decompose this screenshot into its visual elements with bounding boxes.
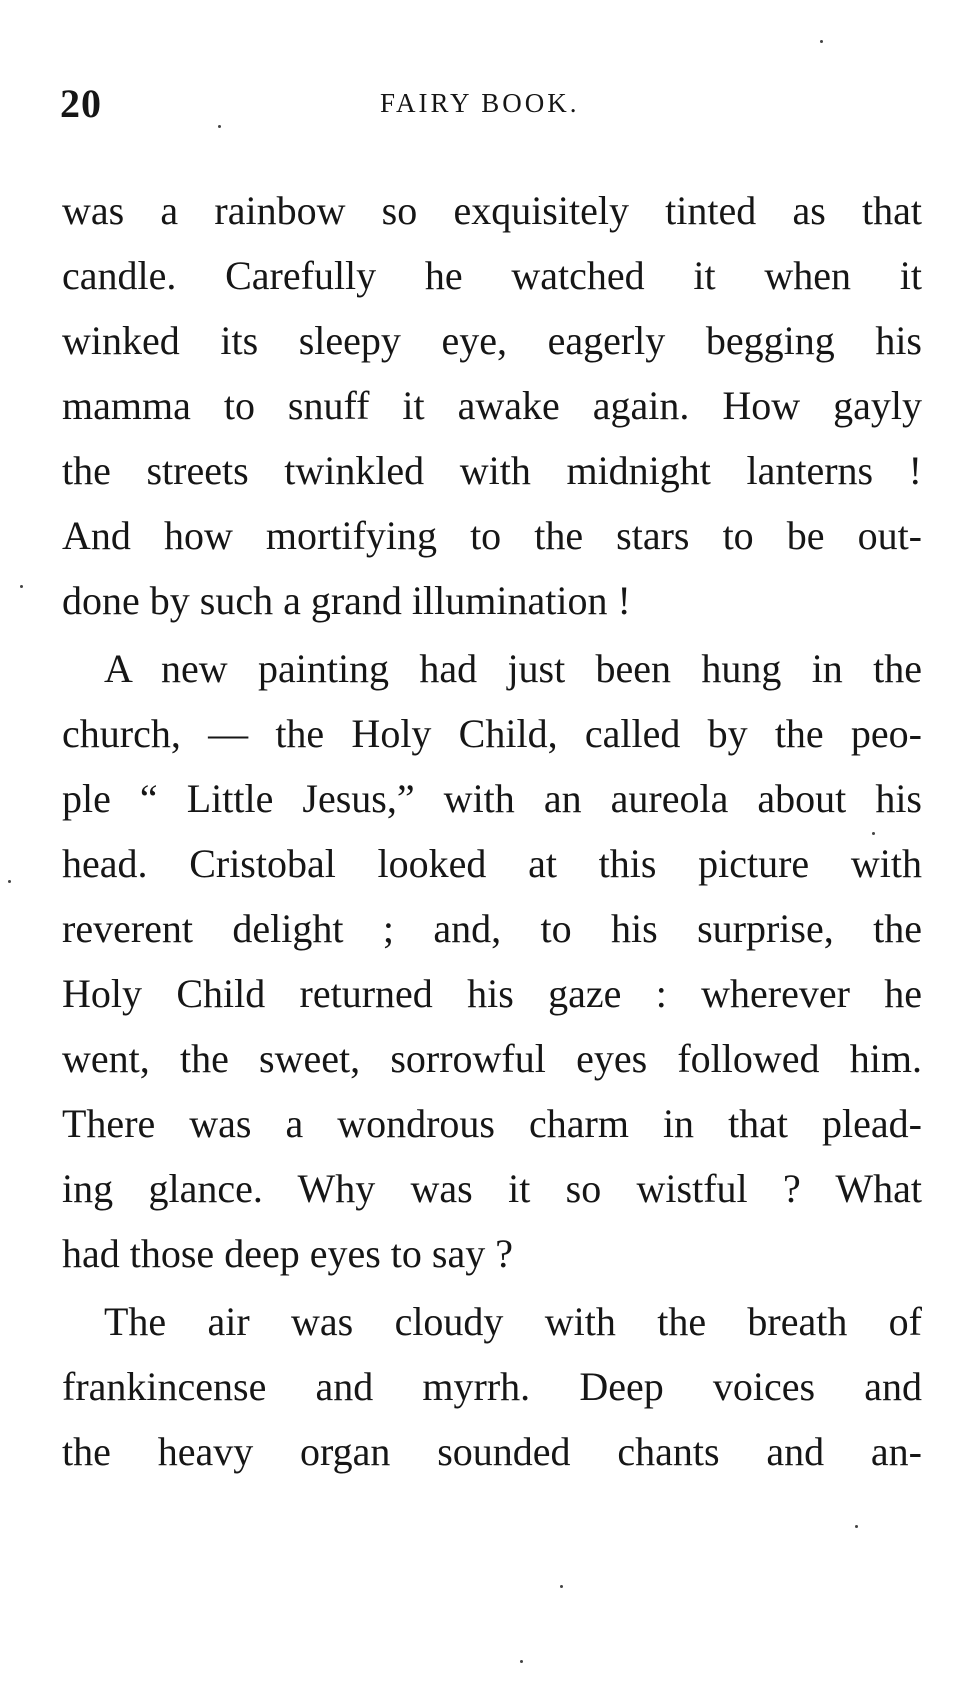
body-text [62,178,922,1487]
text-line: A new painting had just been hung in the [104,646,922,691]
paragraph-3 [62,1289,922,1484]
text-line: winked its sleepy eye, eagerly begging his [62,318,922,363]
scan-speck [218,125,221,128]
text-line: candle. Carefully he watched it when it [62,253,922,298]
scan-speck [872,832,875,835]
text-line: had those deep eyes to say ? [62,1231,513,1276]
scan-speck [8,880,11,883]
text-line: was a rainbow so exquisitely tinted as that [62,188,922,233]
text-line: the streets twinkled with midnight lanterns ! [62,448,922,493]
text-line: the heavy organ sounded chants and an- [62,1429,922,1474]
scan-speck [20,585,23,588]
running-title: FAIRY BOOK. [380,88,580,118]
scan-speck [820,40,823,43]
scan-speck [520,1660,523,1663]
text-line: done by such a grand illumination ! [62,578,631,623]
paragraph-1 [62,178,922,633]
scan-speck [560,1585,563,1588]
running-header [60,80,920,130]
text-line: The air was cloudy with the breath of [104,1299,922,1344]
text-line: church, — the Holy Child, called by the peo- [62,711,922,756]
text-line: mamma to snuff it awake again. How gayly [62,383,922,428]
page-number: 20 [60,81,102,126]
text-line: frankincense and myrrh. Deep voices and [62,1364,922,1409]
text-line: There was a wondrous charm in that plead- [62,1101,922,1146]
text-line: reverent delight ; and, to his surprise, the [62,906,922,951]
text-line: Holy Child returned his gaze : wherever he [62,971,922,1016]
scan-speck [855,1525,858,1528]
text-line: ing glance. Why was it so wistful ? What [62,1166,922,1211]
text-line: head. Cristobal looked at this picture with [62,841,922,886]
text-line: went, the sweet, sorrowful eyes followed him. [62,1036,922,1081]
text-line: And how mortifying to the stars to be out- [62,513,922,558]
text-line: ple “ Little Jesus,” with an aureola about his [62,776,922,821]
paragraph-2 [62,636,922,1286]
